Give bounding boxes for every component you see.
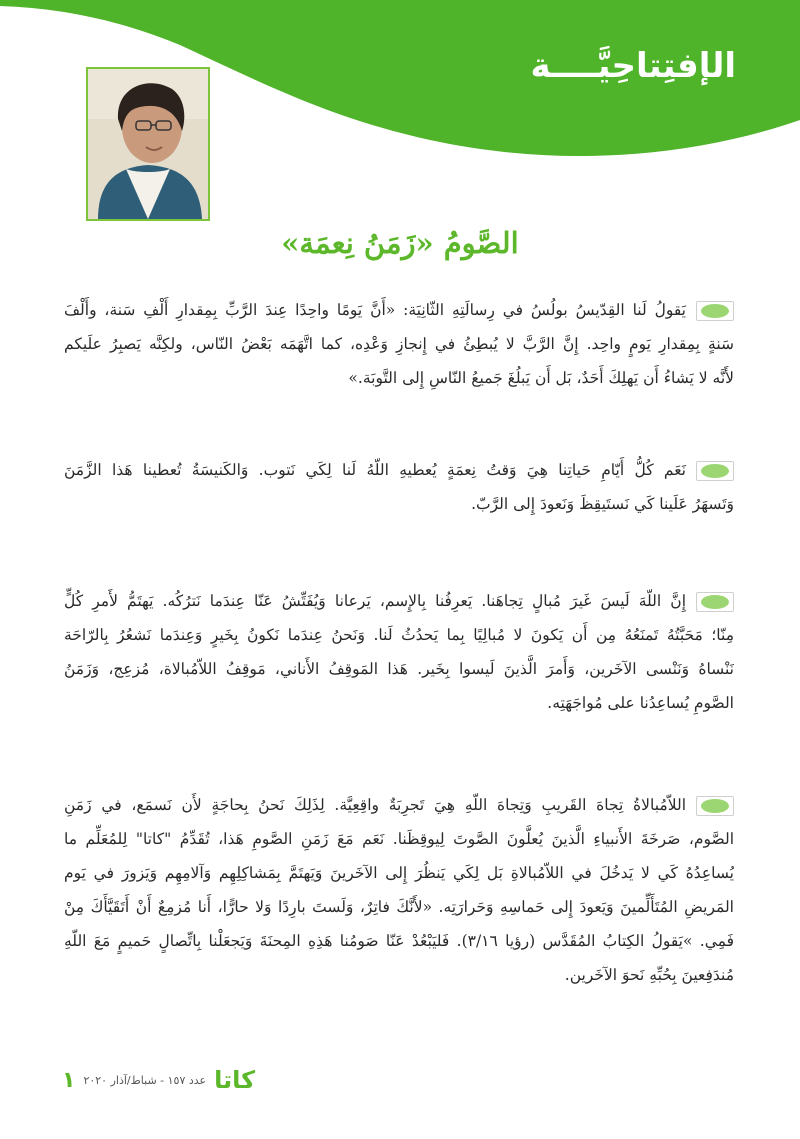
page-number: ١ — [62, 1067, 76, 1093]
page-footer — [62, 1066, 255, 1094]
paragraph-line: اللاّمُبالاةُ تِجاهَ القَريبِ وَتِجاهَ اللّهِ هِيَ تَجرِبَةٌ واقِعِيَّة. لِذَلِكَ نَحنُ بِحاجَةٍ لأَن نَسمَع، في زَمَنِ — [64, 796, 686, 814]
article-title: الصَّومُ «زَمَنُ نِعمَة» — [281, 226, 519, 260]
paragraph-line: لأَنَّه لا يَشاءُ أَن يَهلِكَ أَحَدٌ، بَل أَن يَبلُغَ جَميعُ النّاسِ إِلى التَّوبَة.» — [348, 369, 734, 387]
paragraph-line: نَعَم كُلُّ أَيّامِ حَياتِنا هِيَ وَقتُ نِعمَةٍ يُعطيهِ اللّهُ لَنا لِكَي نَتوب. وَالكَنيسَةُ تُعطينا هَذا الزَّمَنَ — [64, 461, 686, 479]
article-paragraph — [64, 584, 734, 720]
paragraph-line: يَقولُ لَنا القِدّيسُ بولُسُ في رِسالَتِهِ الثّانِيَة: «أَنَّ يَومًا واحِدًا عِندَ الرَّبِّ بِمِقدارِ أَلْفِ سَنة، وأَلْفَ — [64, 301, 686, 319]
paragraph-line: مُندَفِعينَ بِحُبِّهِ نَحوَ الآخَرين. — [564, 966, 734, 984]
paragraph-line: المَريضِ المُتَأَلِّمينَ وَيَعودَ إِلى حَماسِهِ وَحَرارَتِه. «لأَنَّكَ فاتِرٌ، وَلَستَ بارِدًا وَلا حارًّا، أَنا مُزمِعٌ أَنْ أَتَقَيَّأَكَ مِنْ — [64, 898, 734, 916]
paragraph-line: نَنْساهُ وَنَنْسى الآخَرين، وَأَمرَ الَّذينَ لَيسوا بِخَير. هَذا المَوقِفُ الأَناني، مَوقِفُ اللاّمُبالاة، مُزعِج، وَزَمَنُ — [64, 660, 734, 678]
paragraph-line: يُساعِدُهُ كَي لا يَدخُلَ في اللاّمُبالاةِ بَل لِكَي يَنظُرَ إِلى الآخَرينَ وَيَهتَمَّ بِمَشاكِلِهِم وَآلامِهِم وَيَزورَ في يَوم — [64, 864, 734, 882]
paragraph-bullet-icon — [696, 796, 734, 816]
paragraph-bullet-icon — [696, 461, 734, 481]
paragraph-line: الصَّوم، صَرخَةَ الأَنبياءِ الَّذينَ يُعلَّونَ الصَّوتَ لِيوقِظَنا. نَعَم مَعَ زَمَنِ الصَّومِ هَذا، تُقَدِّمُ "كاتا" لِلمُعَلِّم ما — [64, 830, 734, 848]
paragraph-line: وَتَسهَرُ عَلَينا كَي نَستَيقِظَ وَنَعودَ إِلى الرَّبّ. — [471, 495, 734, 513]
paragraph-line: مِنّا؛ مَحَبَّتُهُ تَمنَعُهُ مِن أَن يَكونَ لا مُبالِيًا بِما يَحدُثُ لَنا. وَنَحنُ عِندَما نَكونُ بِخَيرٍ وَعِندَما نَشعُرُ بِالرّاحَة — [64, 626, 734, 644]
paragraph-line: فَمِي. »يَقولُ الكِتابُ المُقَدَّس (رؤيا ٣/١٦). فَليَبْعُدْ عَنّا صَومُنا هَذِهِ المِحنَةَ وَيَجعَلْنا بِاتِّصالٍ حَميمٍ مَعَ اللّهِ — [64, 932, 734, 950]
paragraph-bullet-icon — [696, 592, 734, 612]
author-photo — [86, 67, 210, 221]
article-paragraph — [64, 293, 734, 395]
article-paragraph — [64, 788, 734, 992]
brand-logo: كاتا — [214, 1066, 256, 1094]
paragraph-line: سَنةٍ بِمِقدارِ يَومٍ واحِد. إِنَّ الرَّبَّ لا يُبطِئُ في إِنجازِ وَعْدِه، كما اتَّهَمَه بَعْضُ النّاس، ولكِنَّه يَصبِرُ علَيكم — [64, 335, 734, 353]
paragraph-line: إِنَّ اللّهَ لَيسَ غَيرَ مُبالٍ تِجاهَنا. يَعرِفُنا بِالإِسم، يَرعانا وَيُفَتِّشُ عَنّا عِندَما نَترُكُه. يَهتَمُّ لأَمرِ كُلٍّ — [64, 592, 686, 610]
paragraph-bullet-icon — [696, 301, 734, 321]
section-title: الإفتِتاحِيَّــــة — [530, 46, 736, 86]
paragraph-line: الصَّومِ يُساعِدُنا على مُواجَهَتِه. — [547, 694, 734, 712]
issue-info: عدد ١٥٧ - شباط/آذار ٢٠٢٠ — [83, 1073, 207, 1087]
article-paragraph — [64, 453, 734, 521]
